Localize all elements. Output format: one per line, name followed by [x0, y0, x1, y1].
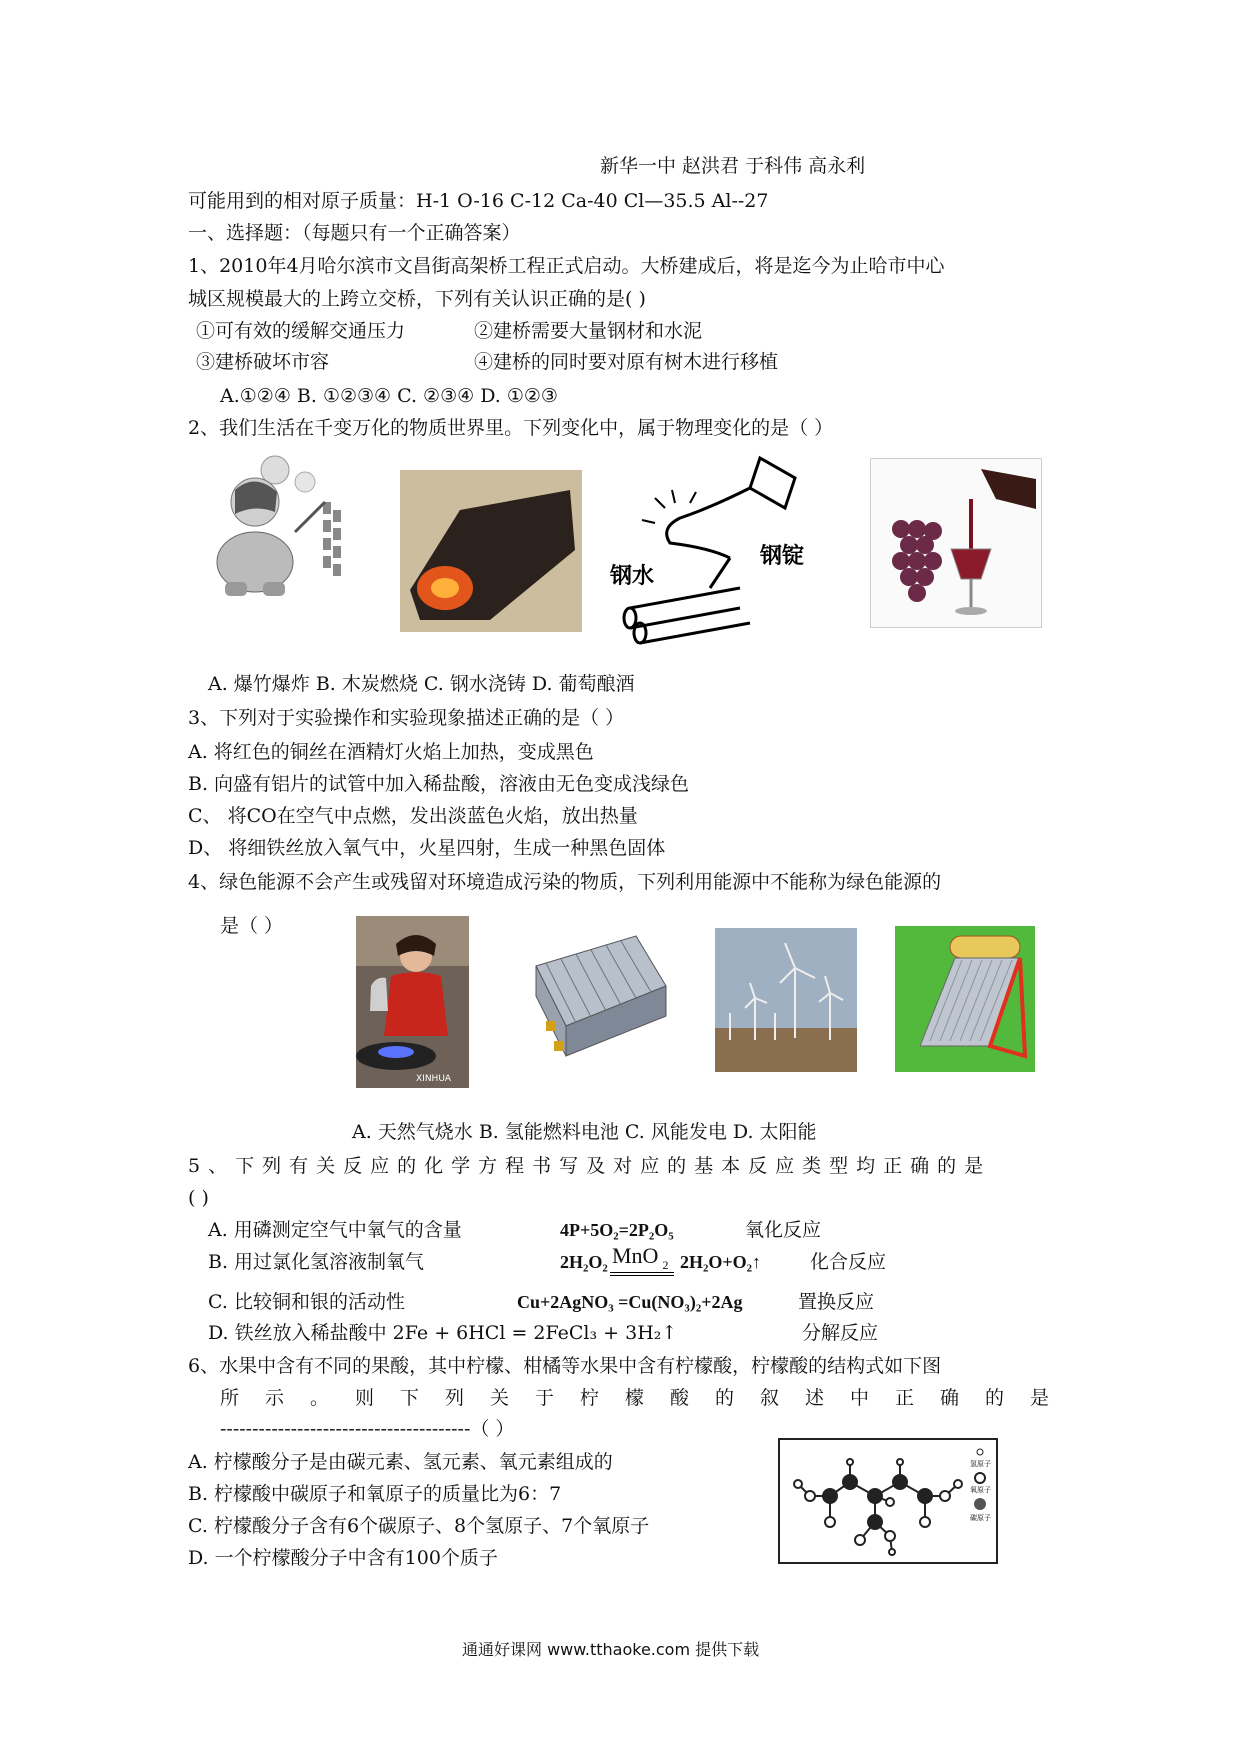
q3-stem: 3、下列对于实验操作和实验现象描述正确的是（ ） [188, 707, 625, 729]
q1-stem-line1: 1、2010年4月哈尔滨市文昌街高架桥工程正式启动。大桥建成后，将是迄今为止哈市中心 [188, 255, 945, 277]
section-title: 一、选择题：（每题只有一个正确答案） [188, 222, 521, 244]
solar-heater-image [895, 926, 1035, 1072]
q5-option-c: C. 比较铜和银的活动性 [208, 1291, 405, 1313]
q2-stem: 2、我们生活在千变万化的物质世界里。下列变化中，属于物理变化的是（ ） [188, 417, 834, 439]
q3-option-c: C、 将CO在空气中点燃，发出淡蓝色火焰，放出热量 [188, 805, 638, 827]
q1-stem-line2: 城区规模最大的上跨立交桥，下列有关认识正确的是( ) [188, 288, 646, 310]
q5-option-a-equation: 4P+5O₂=2P₂O₅ [560, 1220, 674, 1240]
q4-stem-line2: 是（ ） [220, 915, 284, 937]
q6-stem-line2: 所示。则下列关于柠檬酸的叙述中正确的是 [220, 1387, 1076, 1409]
q5-option-d: D. 铁丝放入稀盐酸中 2Fe + 6HCl = 2FeCl₃ + 3H₂↑ [208, 1322, 678, 1344]
q6-option-d: D. 一个柠檬酸分子中含有100个质子 [188, 1547, 498, 1569]
q1-statement-2: ②建桥需要大量钢材和水泥 [474, 320, 703, 342]
q5-option-b-product: 2H₂O+O₂↑ [680, 1252, 762, 1272]
q5-option-c-equation: Cu+2AgNO₃ =Cu(NO₃)₂+2Ag [517, 1292, 743, 1312]
q4-stem-line1: 4、绿色能源不会产生或残留对环境造成污染的物质，下列利用能源中不能称为绿色能源的 [188, 871, 942, 893]
firecracker-image [205, 452, 365, 602]
q5-stem-line2: ( ) [188, 1187, 209, 1209]
q5-option-c-type: 置换反应 [798, 1291, 875, 1313]
q1-statement-4: ④建桥的同时要对原有树木进行移植 [474, 351, 779, 373]
q5-option-b-reactant: 2H₂O₂ [560, 1252, 608, 1272]
q5-option-a-type: 氧化反应 [745, 1219, 822, 1241]
q5-option-a: A. 用磷测定空气中氧气的含量 [208, 1219, 462, 1241]
xinhua-watermark: XINHUA [416, 1074, 452, 1084]
legend-hydrogen: 氢原子 [970, 1460, 991, 1468]
fuel-cell-image [526, 926, 674, 1066]
legend-oxygen: 氧原子 [970, 1486, 991, 1494]
q6-option-b: B. 柠檬酸中碳原子和氧原子的质量比为6：7 [188, 1483, 562, 1505]
citric-acid-structure [778, 1438, 998, 1564]
legend-carbon: 碳原子 [970, 1514, 991, 1522]
author-line: 新华一中 赵洪君 于科伟 高永利 [600, 155, 866, 177]
q4-options: A. 天然气烧水 B. 氢能燃料电池 C. 风能发电 D. 太阳能 [352, 1121, 817, 1143]
q1-options: A.①②④ B. ①②③④ C. ②③④ D. ①②③ [220, 385, 558, 407]
q3-option-d: D、 将细铁丝放入氧气中，火星四射，生成一种黑色固体 [188, 837, 666, 859]
label-molten-steel: 钢水 [610, 564, 655, 589]
q6-option-a: A. 柠檬酸分子是由碳元素、氢元素、氧元素组成的 [188, 1451, 613, 1473]
charcoal-image [400, 470, 582, 632]
q5-option-b-type: 化合反应 [810, 1251, 887, 1273]
atomic-masses: 可能用到的相对原子质量：H-1 O-16 C-12 Ca-40 Cl—35.5 Al--27 [188, 190, 769, 212]
q5-option-b-catalyst: MnO $_2$ [612, 1243, 669, 1272]
q3-option-a: A. 将红色的铜丝在酒精灯火焰上加热，变成黑色 [188, 741, 594, 763]
q2-options: A. 爆竹爆炸 B. 木炭燃烧 C. 钢水浇铸 D. 葡萄酿酒 [208, 673, 635, 695]
q5-stem-line1: 5、下列有关反应的化学方程书写及对应的基本反应类型均正确的是 [188, 1155, 992, 1177]
wine-image [870, 458, 1042, 628]
label-steel-ingot: 钢锭 [760, 544, 805, 569]
q5-option-d-type: 分解反应 [802, 1322, 879, 1344]
q5-option-b-equals-sign [610, 1272, 674, 1276]
q6-stem-line3: ---------------------------------------（ ） [220, 1418, 515, 1440]
q3-option-b: B. 向盛有铝片的试管中加入稀盐酸，溶液由无色变成浅绿色 [188, 773, 690, 795]
natural-gas-photo [356, 916, 469, 1088]
q6-stem-line1: 6、水果中含有不同的果酸，其中柠檬、柑橘等水果中含有柠檬酸，柠檬酸的结构式如下图 [188, 1355, 942, 1377]
q1-statement-3: ③建桥破坏市容 [196, 351, 330, 373]
q1-statement-1: ①可有效的缓解交通压力 [196, 320, 406, 342]
q6-option-c: C. 柠檬酸分子含有6个碳原子、8个氢原子、7个氧原子 [188, 1515, 650, 1537]
page-footer: 通通好课网 www.tthaoke.com 提供下载 [462, 1640, 760, 1659]
casting-diagram [610, 448, 830, 648]
wind-power-image [715, 928, 857, 1072]
q5-option-b: B. 用过氯化氢溶液制氧气 [208, 1251, 425, 1273]
